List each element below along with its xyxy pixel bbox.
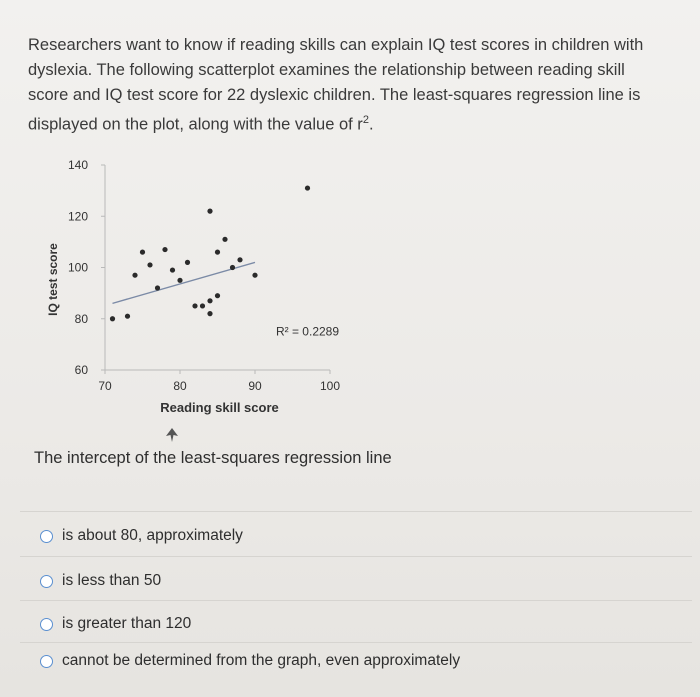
data-point: [207, 311, 212, 316]
data-point: [170, 267, 175, 272]
data-point: [230, 265, 235, 270]
x-tick-label: 70: [98, 379, 112, 393]
y-tick-label: 100: [67, 260, 88, 275]
x-tick-label: 80: [173, 379, 187, 393]
y-axis-label: IQ test score: [46, 243, 60, 316]
question-prompt: The intercept of the least-squares regression line: [34, 449, 392, 467]
radio-button[interactable]: [40, 618, 53, 631]
question-passage: [28, 33, 688, 138]
question-line-4: [28, 108, 688, 138]
data-point: [200, 303, 205, 308]
data-point: [252, 273, 257, 278]
mouse-cursor-icon: [166, 428, 178, 442]
question-line-1: Researchers want to know if reading skills can explain IQ test scores in children with: [28, 36, 644, 54]
data-point: [305, 185, 310, 190]
divider: [20, 556, 692, 557]
data-point: [192, 303, 197, 308]
radio-button[interactable]: [40, 575, 53, 588]
divider: [20, 642, 692, 643]
data-point: [207, 298, 212, 303]
r-squared-annotation: R² = 0.2289: [275, 324, 340, 339]
x-axis-label: Reading skill score: [160, 400, 279, 415]
option-less-than-50[interactable]: [40, 572, 161, 590]
question-line-3: score and IQ test score for 22 dyslexic children. The least-squares regression line is: [28, 86, 641, 104]
x-tick-label: 100: [319, 379, 341, 393]
data-point: [222, 237, 227, 242]
option-cannot-be-determined[interactable]: [40, 652, 460, 670]
data-point: [155, 285, 160, 290]
data-point: [132, 273, 137, 278]
data-point: [140, 250, 145, 255]
data-point: [147, 262, 152, 267]
question-line-2: dyslexia. The following scatterplot examines the relationship between reading skill: [28, 61, 625, 79]
divider: [20, 511, 692, 512]
option-label: cannot be determined from the graph, even approximately: [62, 652, 461, 669]
option-label: is less than 50: [62, 572, 162, 589]
radio-button[interactable]: [40, 655, 53, 668]
scatterplot-svg: [40, 150, 360, 430]
option-greater-than-120[interactable]: [40, 615, 191, 633]
y-tick-label: 80: [74, 311, 88, 326]
y-tick-label: 60: [74, 363, 88, 377]
r-squared-superscript: 2: [362, 114, 369, 126]
y-tick-label: 120: [67, 209, 88, 224]
data-point: [125, 314, 130, 319]
data-point: [162, 247, 167, 252]
option-label: is about 80, approximately: [62, 527, 243, 544]
data-point: [110, 316, 115, 321]
radio-button[interactable]: [40, 530, 53, 543]
x-tick-label: 90: [248, 379, 262, 393]
data-point: [215, 250, 220, 255]
y-tick-label: 140: [67, 158, 88, 172]
question-line-4-end: .: [368, 115, 374, 134]
data-point: [207, 209, 212, 214]
data-point: [177, 278, 182, 283]
option-about-80[interactable]: [40, 527, 243, 545]
scatterplot: [40, 150, 360, 430]
data-point: [215, 293, 220, 298]
divider: [20, 600, 692, 601]
data-point: [237, 257, 242, 262]
data-point: [185, 260, 190, 265]
question-line-4-text: displayed on the plot, along with the value of r: [28, 115, 363, 134]
option-label: is greater than 120: [62, 615, 192, 632]
